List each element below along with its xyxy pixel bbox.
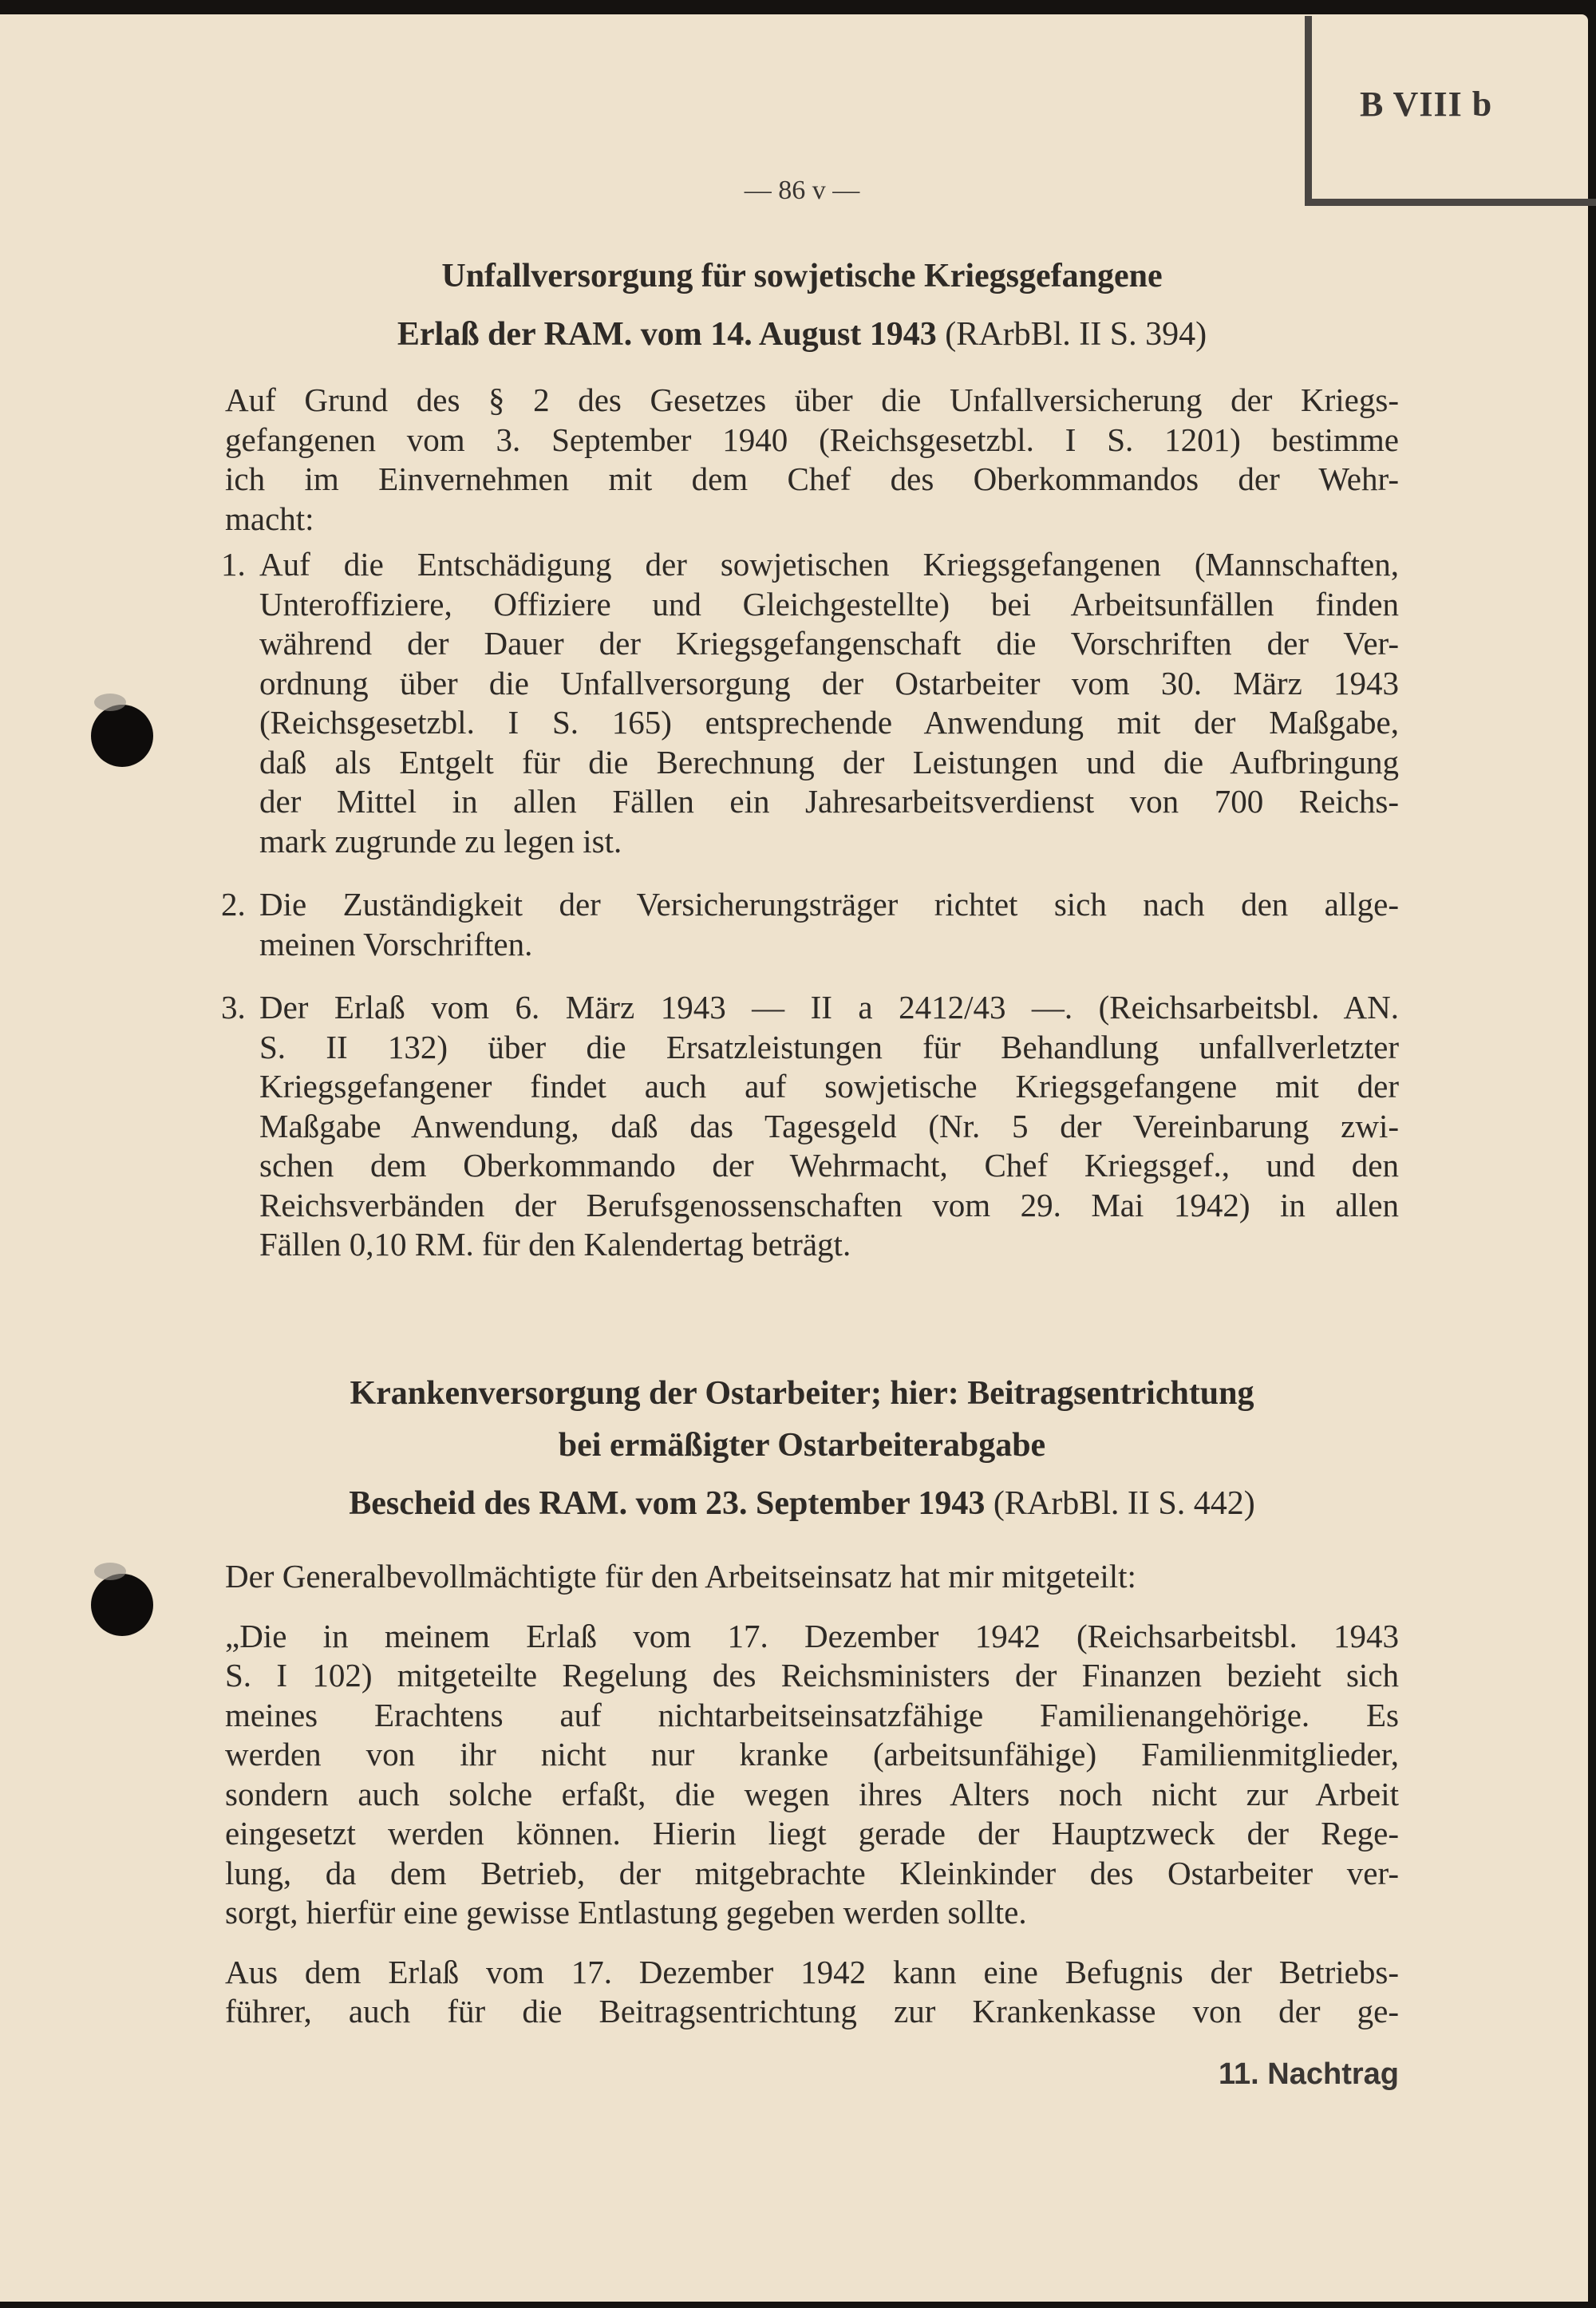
text-line: der Mittel in allen Fällen ein Jahresarbeitsverdienst von 700 Reichs-: [259, 783, 1399, 820]
list-item: [221, 988, 1399, 1265]
text-line: Unteroffiziere, Offiziere und Gleichgestellte) bei Arbeitsunfällen finden: [259, 585, 1399, 622]
section2-subtitle: [0, 1484, 1596, 1523]
text-line: lung, da dem Betrieb, der mitgebrachte Kleinkinder des Ostarbeiter ver-: [225, 1854, 1399, 1891]
text-line: Die Zuständigkeit der Versicherungsträger richtet sich nach den allge-: [259, 886, 1399, 923]
text-line: führer, auch für die Beitragsentrichtung zur Krankenkasse von der ge-: [225, 1993, 1399, 2029]
text-line: daß als Entgelt für die Berechnung der Leistungen und die Aufbringung: [259, 743, 1399, 781]
list-number: 2.: [221, 886, 246, 923]
supplement-label: 11. Nachtrag: [1219, 2057, 1399, 2091]
text-line: Kriegsgefangener findet auch auf sowjetische Kriegsgefangene mit der: [259, 1068, 1399, 1105]
text-line: schen dem Oberkommando der Wehrmacht, Chef Kriegsgef., und den: [259, 1147, 1399, 1184]
section1-body: [221, 381, 1399, 1289]
section2-title-line2: [0, 1426, 1596, 1464]
text-line: werden von ihr nicht nur kranke (arbeitsunfähige) Familienmitglieder,: [225, 1736, 1399, 1772]
text-line: S. I 102) mitgeteilte Regelung des Reichsministers der Finanzen bezieht sich: [225, 1657, 1399, 1693]
text-line: sondern auch solche erfaßt, die wegen ihres Alters noch nicht zur Arbeit: [225, 1775, 1399, 1812]
text-line: gefangenen vom 3. September 1940 (Reichsgesetzbl. I S. 1201) bestimme: [225, 421, 1399, 458]
text-line: „Die in meinem Erlaß vom 17. Dezember 1942 (Reichsarbeitsbl. 1943: [225, 1617, 1399, 1654]
text-line: ordnung über die Unfallversorgung der Ostarbeiter vom 30. März 1943: [259, 664, 1399, 701]
section2-reference: (RArbBl. II S. 442): [993, 1485, 1255, 1522]
punch-hole: [91, 705, 153, 767]
text-line: S. II 132) über die Ersatzleistungen für Behandlung unfallverletzter: [259, 1028, 1399, 1065]
paragraph: [225, 1557, 1399, 1597]
section2-body: [225, 1557, 1399, 2052]
section1-title: [0, 257, 1596, 295]
section1-decree: Erlaß der RAM. vom 14. August 1943: [397, 316, 937, 353]
section1-subtitle: [0, 315, 1596, 354]
section-tab-label: B VIII b: [1360, 85, 1493, 124]
section2-title-line1: [0, 1374, 1596, 1413]
section1-reference: (RArbBl. II S. 394): [945, 316, 1207, 353]
text-line: Fällen 0,10 RM. für den Kalendertag beträgt.: [259, 1226, 851, 1263]
text-line: Maßgabe Anwendung, daß das Tagesgeld (Nr. 5 der Vereinbarung zwi-: [259, 1107, 1399, 1144]
text-line: Der Generalbevollmächtigte für den Arbeitseinsatz hat mir mitgeteilt:: [225, 1558, 1136, 1595]
text-line: sorgt, hierfür eine gewisse Entlastung gegeben werden sollte.: [225, 1894, 1027, 1931]
page-number: — 86 v —: [744, 176, 860, 205]
list-item: [221, 545, 1399, 861]
text-line: macht:: [225, 500, 314, 537]
text-line: ich im Einvernehmen mit dem Chef des Oberkommandos der Wehr-: [225, 460, 1399, 497]
punch-hole: [91, 1574, 153, 1636]
text-line: (Reichsgesetzbl. I S. 165) entsprechende Anwendung mit der Maßgabe,: [259, 704, 1399, 741]
text-line: mark zugrunde zu legen ist.: [259, 822, 622, 860]
text-line: meinen Vorschriften.: [259, 925, 533, 962]
text-line: Reichsverbänden der Berufsgenossenschaften vom 29. Mai 1942) in allen: [259, 1186, 1399, 1223]
section2-title-text2: bei ermäßigter Ostarbeiterabgabe: [558, 1427, 1046, 1464]
section1-title-text: Unfallversorgung für sowjetische Kriegsgefangene: [441, 258, 1163, 294]
section2-title-text1: Krankenversorgung der Ostarbeiter; hier: Beitragsentrichtung: [350, 1375, 1254, 1412]
list-item: [221, 885, 1399, 964]
section2-decree: Bescheid des RAM. vom 23. September 1943: [349, 1485, 986, 1522]
text-line: meines Erachtens auf nichtarbeitseinsatzfähige Familienangehörige. Es: [225, 1696, 1399, 1733]
text-line: Der Erlaß vom 6. März 1943 — II a 2412/43 —. (Reichsarbeitsbl. AN.: [259, 989, 1399, 1026]
text-line: während der Dauer der Kriegsgefangenschaft die Vorschriften der Ver-: [259, 625, 1399, 662]
text-line: eingesetzt werden können. Hierin liegt gerade der Hauptzweck der Rege-: [225, 1815, 1399, 1852]
list-number: 1.: [221, 546, 246, 583]
list-number: 3.: [221, 989, 246, 1026]
text-line: Aus dem Erlaß vom 17. Dezember 1942 kann eine Befugnis der Betriebs-: [225, 1953, 1399, 1990]
text-line: Auf die Entschädigung der sowjetischen Kriegsgefangenen (Mannschaften,: [259, 546, 1399, 583]
text-line: Auf Grund des § 2 des Gesetzes über die Unfallversicherung der Kriegs-: [225, 381, 1399, 418]
paragraph: [225, 1617, 1399, 1933]
intro-paragraph: [225, 381, 1399, 539]
paragraph: [225, 1953, 1399, 2032]
